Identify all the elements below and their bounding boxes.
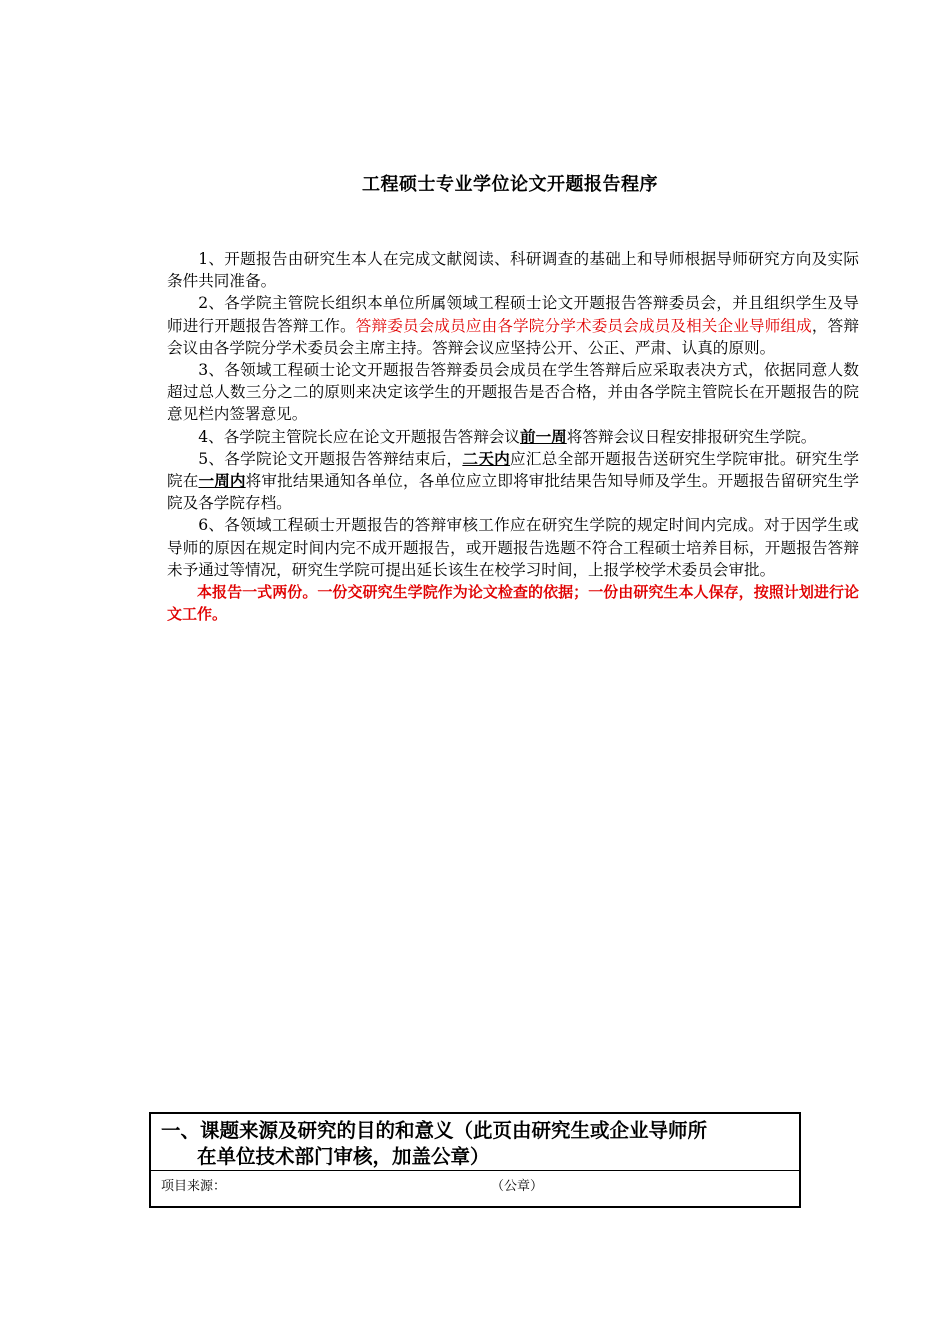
section-heading <box>151 1114 799 1171</box>
copies-note: 本报告一式两份。一份交研究生学院作为论文检查的依据；一份由研究生本人保存，按照计划进行论文工作。 <box>167 583 859 624</box>
source-label: 项目来源： <box>161 1179 227 1194</box>
item-1: 1、开题报告由研究生本人在完成文献阅读、科研调查的基础上和导师根据导师研究方向及实际条件共同准备。 <box>167 250 859 291</box>
item-2 <box>167 292 859 359</box>
section-heading-line2: 在单位技术部门审核，加盖公章） <box>197 1145 490 1168</box>
item-5-text-end: 将审批结果通知各单位，各单位应立即将审批结果告知导师及学生。开题报告留研究生学院及各学院存档。 <box>167 472 859 513</box>
item-5 <box>167 448 859 515</box>
item-5-deadline-1: 二天内 <box>462 448 511 468</box>
item-2-text: 2、各学院主管院长组织本单位所属领域工程硕士论文开题报告答辩委员会，并且组织学生及导师进行开题报告答辩工作。 <box>167 294 859 335</box>
section-heading-line1: 一、课题来源及研究的目的和意义（此页由研究生或企业导师所 <box>161 1119 708 1142</box>
page-title: 工程硕士专业学位论文开题报告程序 <box>362 174 658 195</box>
seal-label: （公章） <box>491 1179 544 1194</box>
item-6: 6、各领域工程硕士开题报告的答辩审核工作应在研究生学院的规定时间内完成。对于因学生或导师的原因在规定时间内完不成开题报告，或开题报告选题不符合工程硕士培养目标，开题报告答辩未予通过等情况，研究生学院可提出延长该生在校学习时间，上报学校学术委员会审批。 <box>167 516 859 579</box>
item-2-text-end: ，答辩会议由各学院分学术委员会主席主持。答辩会议应坚持公开、公正、严肃、认真的原则。 <box>167 316 859 357</box>
procedure-text <box>167 248 859 625</box>
item-4 <box>167 426 859 448</box>
section-box <box>149 1112 801 1208</box>
item-5-text: 5、各学院论文开题报告答辩结束后， <box>198 449 463 468</box>
item-4-deadline: 前一周 <box>519 426 567 446</box>
source-row <box>151 1171 799 1203</box>
item-5-text-mid: 应汇总全部开题报告送研究生学院审批。研究生学院在 <box>167 449 859 491</box>
item-3: 3、各领域工程硕士论文开题报告答辩委员会成员在学生答辩后应采取表决方式，依据同意人数超过总人数三分之二的原则来决定该学生的开题报告是否合格，并由各学院主管院长在开题报告的院意见栏内签署意见。 <box>167 361 859 424</box>
item-4-text: 4、各学院主管院长应在论文开题报告答辩会议 <box>198 427 520 446</box>
item-4-text-end: 将答辩会议日程安排报研究生学院。 <box>566 427 817 446</box>
item-5-deadline-2: 一周内 <box>198 471 246 491</box>
item-2-red-text: 答辩委员会成员应由各学院分学术委员会成员及相关企业导师组成 <box>355 316 812 335</box>
